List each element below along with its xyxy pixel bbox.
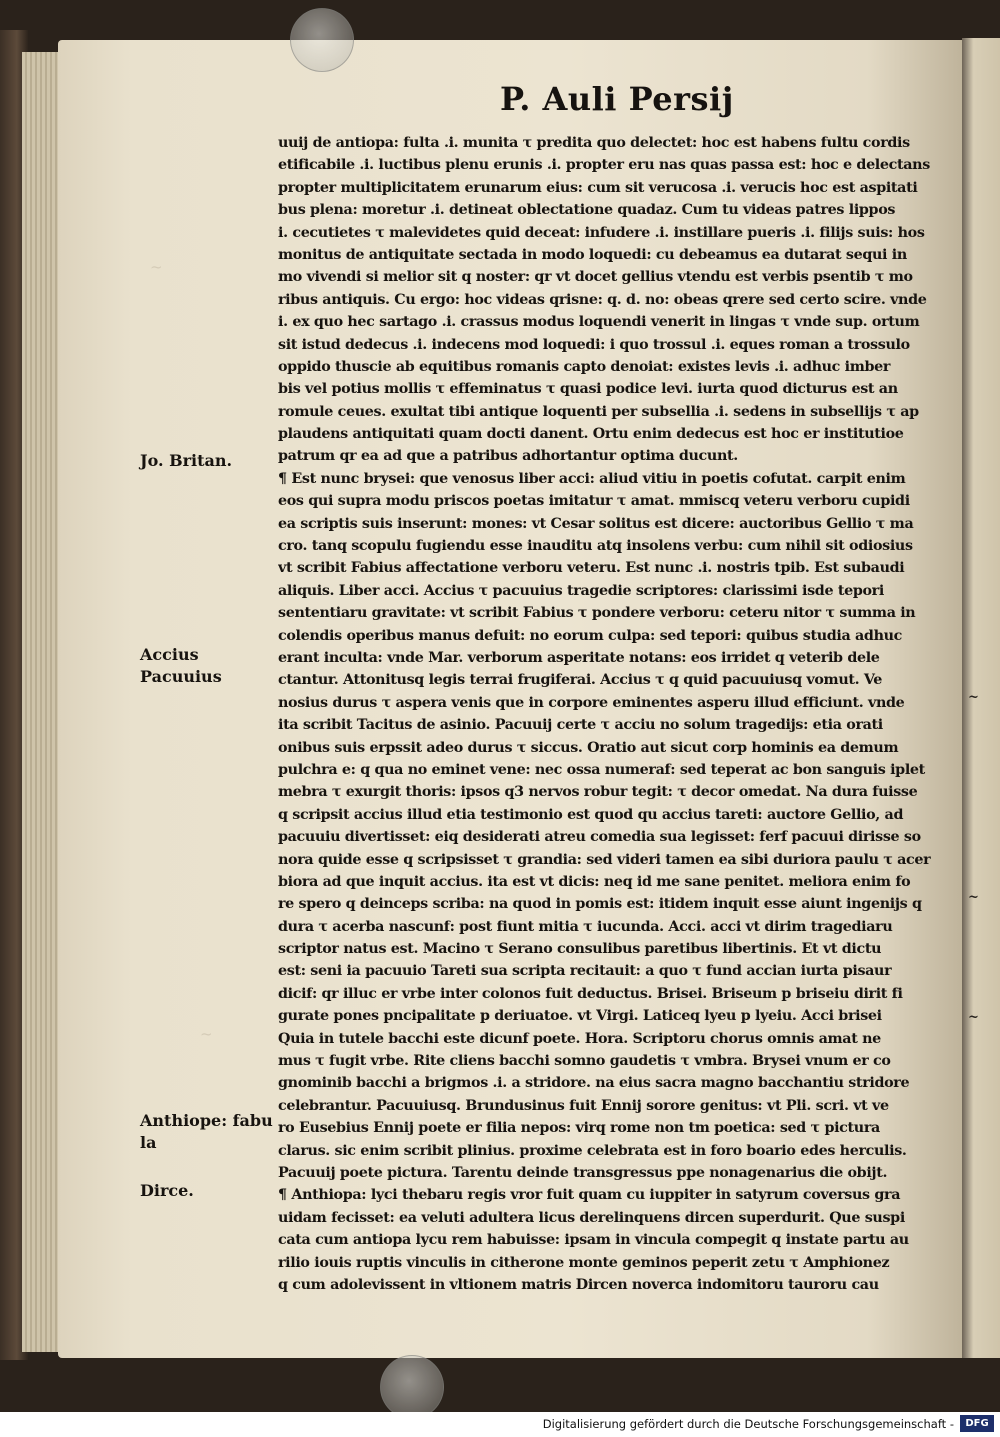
text-line: re spero q deinceps scriba: na quod in pomis est: itidem inquit esse aiunt ingenijs q — [278, 896, 922, 913]
margin-note-dirce — [140, 1180, 194, 1202]
text-line: ea scriptis suis inserunt: mones: vt Cesar solitus est dicere: auctoribus Gellio τ ma — [278, 515, 914, 532]
text-line: cro. tanq scopulu fugiendu esse inauditu atq insolens verbu: cum nihil sit odiosius — [278, 538, 913, 555]
text-line: etificabile .i. luctibus plenu erunis .i. propter eru nas quas passa est: hoc e delectans — [278, 157, 930, 174]
main-text-block — [278, 132, 943, 1296]
text-line: ¶ Est nunc brysei: que venosus liber acci: aliud vitiu in poetis cofutat. carpit enim — [278, 470, 906, 487]
facing-page-fragment: ~ — [968, 690, 979, 705]
text-line: oppido thuscie ab equitibus romanis capto denoiat: existes levis .i. adhuc imber — [278, 358, 891, 375]
text-line: onibus suis erpssit adeo durus τ siccus. Oratio aut sicut corp hominis ea demum — [278, 739, 899, 756]
show-through-mark: ~ — [200, 1025, 213, 1043]
text-line: ita scribit Tacitus de asinio. Pacuuij certe τ acciu no solum tragedijs: etia orati — [278, 717, 883, 734]
book-clip-bottom — [380, 1355, 444, 1412]
show-through-mark: ~ — [150, 258, 163, 276]
text-line: sententiaru gravitate: vt scribit Fabius τ pondere verboru: ceteru nitor τ summa in — [278, 605, 916, 622]
text-line: romule ceues. exultat tibi antique loquenti per subsellia .i. sedens in subsellijs τ ap — [278, 403, 919, 420]
text-line: pulchra e: q qua no eminet vene: nec ossa numeraf: sed teperat ac bon sanguis iplet — [278, 761, 925, 778]
text-line: sit istud dedecus .i. indecens mod loquedi: i quo trossul .i. eques roman a trossulo — [278, 336, 910, 353]
text-line: Quia in tutele bacchi este dicunf poete. Hora. Scriptoru chorus omnis amat ne — [278, 1030, 881, 1047]
text-line: rilio iouis ruptis vinculis in citherone monte geminos peperit zetu τ Amphionez — [278, 1254, 890, 1271]
text-line: dura τ acerba nascunf: post fiunt mitia τ iucunda. Acci. acci vt dirim tragediaru — [278, 918, 893, 935]
text-line: q scripsit accius illud etia testimonio est quod qu accius tareti: auctore Gellio, ad — [278, 806, 904, 823]
text-line: patrum qr ea ad que a patribus adhortantur optima ducunt. — [278, 448, 738, 465]
text-line: plaudens antiquitati quam docti danent. Ortu enim dedecus est hoc er institutioe — [278, 426, 904, 443]
text-line: mebra τ exurgit thoris: ipsos q3 nervos robur tegit: τ decor omedat. Na dura fuisse — [278, 784, 918, 801]
text-line: propter multiplicitatem erunarum eius: cum sit verucosa .i. verucis hoc est aspitati — [278, 179, 918, 196]
book-clip-top — [290, 8, 354, 72]
text-line: q cum adolevissent in vltionem matris Dircen noverca indomitoru tauroru cau — [278, 1276, 879, 1293]
text-line: erant inculta: vnde Mar. verborum asperitate notans: eos irridet q veterib dele — [278, 649, 880, 666]
text-line: cata cum antiopa lycu rem habuisse: ipsam in vincula compegit q instate partu au — [278, 1232, 909, 1249]
margin-note-anthiope — [140, 1088, 273, 1154]
text-line: nora quide esse q scripsisset τ grandia: sed videri tamen ea sibi duriora paulu τ acer — [278, 851, 931, 868]
text-line: mo vivendi si melior sit q noster: qr vt docet gellius vtendu est verbis psentib τ mo — [278, 269, 913, 286]
text-line: nosius durus τ aspera venis que in corpore eminentes asperu illud efficiunt. vnde — [278, 694, 905, 711]
margin-note-accius-pacuuius — [140, 622, 222, 688]
text-line: ¶ Anthiopa: lyci thebaru regis vror fuit quam cu iuppiter in satyrum coversus gra — [278, 1187, 901, 1204]
text-line: gurate pones pncipalitate p deriuatoe. vt Virgi. Laticeq lyeu p lyeiu. Acci brisei — [278, 1008, 882, 1025]
facing-page-fragment: ~ — [968, 890, 979, 905]
margin-note-text: Dirce. — [140, 1181, 194, 1200]
running-head: P. Auli Persij — [500, 80, 734, 118]
text-line: monitus de antiquitate sectada in modo loquedi: cu debeamus ea dutarat sequi in — [278, 246, 907, 263]
text-line: mus τ fugit vrbe. Rite cliens bacchi somno gaudetis τ vmbra. Brysei vnum er co — [278, 1053, 891, 1070]
text-line: gnominib bacchi a brigmos .i. a stridore. na eius sacra magno bacchantiu stridore — [278, 1075, 910, 1092]
text-line: est: seni ia pacuuio Tareti sua scripta recitauit: a quo τ fund accian iurta pisaur — [278, 963, 892, 980]
footer-credit: Digitalisierung gefördert durch die Deutsche Forschungsgemeinschaft - — [542, 1417, 954, 1431]
text-line: scriptor natus est. Macino τ Serano consulibus paretibus libertinis. Et vt dictu — [278, 941, 882, 958]
text-line: Pacuuij poete pictura. Tarentu deinde transgressus ppe nonagenarius die obijt. — [278, 1164, 888, 1181]
margin-note-text: Accius Pacuuius — [140, 645, 222, 686]
text-line: i. cecutietes τ malevidetes quid deceat: infudere .i. instillare pueris .i. filijs suis: hos — [278, 224, 925, 241]
text-line: ribus antiquis. Cu ergo: hoc videas qrisne: q. d. no: obeas qrere sed certo scire. vnde — [278, 291, 927, 308]
text-line: uidam fecisset: ea veluti adultera licus derelinquens dircen superdurit. Que suspi — [278, 1209, 905, 1226]
text-line: bus plena: moretur .i. detineat oblectatione quadaz. Cum tu videas patres lippos — [278, 202, 896, 219]
text-line: aliquis. Liber acci. Accius τ pacuuius tragedie scriptores: clarissimi isde tepori — [278, 582, 884, 599]
text-line: clarus. sic enim scribit plinius. proxime celebrata est in foro boario edes herculis. — [278, 1142, 907, 1159]
text-line: pacuuiu divertisset: eiq desiderati atreu comedia sua legisset: ferf pacuui dirisse so — [278, 829, 921, 846]
text-line: colendis operibus manus defuit: no eorum culpa: sed tepori: quibus studia adhuc — [278, 627, 903, 644]
text-line: bis vel potius mollis τ effeminatus τ quasi podice levi. iurta quod dicturus est an — [278, 381, 898, 398]
margin-note-jo-britan — [140, 450, 232, 472]
margin-note-text: Jo. Britan. — [140, 451, 233, 470]
text-line: dicif: qr illuc er vrbe inter colonos fuit deductus. Brisei. Briseum p briseiu dirit fi — [278, 985, 903, 1002]
text-line: vt scribit Fabius affectatione verboru veteru. Est nunc .i. nostris tpib. Est subaudi — [278, 560, 905, 577]
text-line: eos qui supra modu priscos poetas imitatur τ amat. mmiscq veteru verboru cupidi — [278, 493, 910, 510]
margin-note-text: Anthiope: fabu la — [140, 1111, 273, 1152]
digitization-footer — [0, 1412, 1000, 1437]
text-line: ro Eusebius Ennij poete er filia nepos: virq rome non tm poetica: sed τ pictura — [278, 1120, 880, 1137]
text-line: celebrantur. Pacuuiusq. Brundusinus fuit Ennij sorore genitus: vt Pli. scri. vt ve — [278, 1097, 889, 1114]
text-line: uuij de antiopa: fulta .i. munita τ predita quo delectet: hoc est habens fultu cordis — [278, 135, 910, 151]
text-line: i. ex quo hec sartago .i. crassus modus loquendi venerit in lingas τ vnde sup. ortum — [278, 314, 920, 331]
text-line: biora ad que inquit accius. ita est vt dicis: neq id me sane penitet. meliora enim fo — [278, 873, 911, 890]
text-line: ctantur. Attonitusq legis terrai frugiferai. Accius τ q quid pacuuiusq vomut. Ve — [278, 672, 883, 689]
dfg-logo: DFG — [960, 1415, 994, 1432]
facing-page-fragment: ~ — [968, 1010, 979, 1025]
